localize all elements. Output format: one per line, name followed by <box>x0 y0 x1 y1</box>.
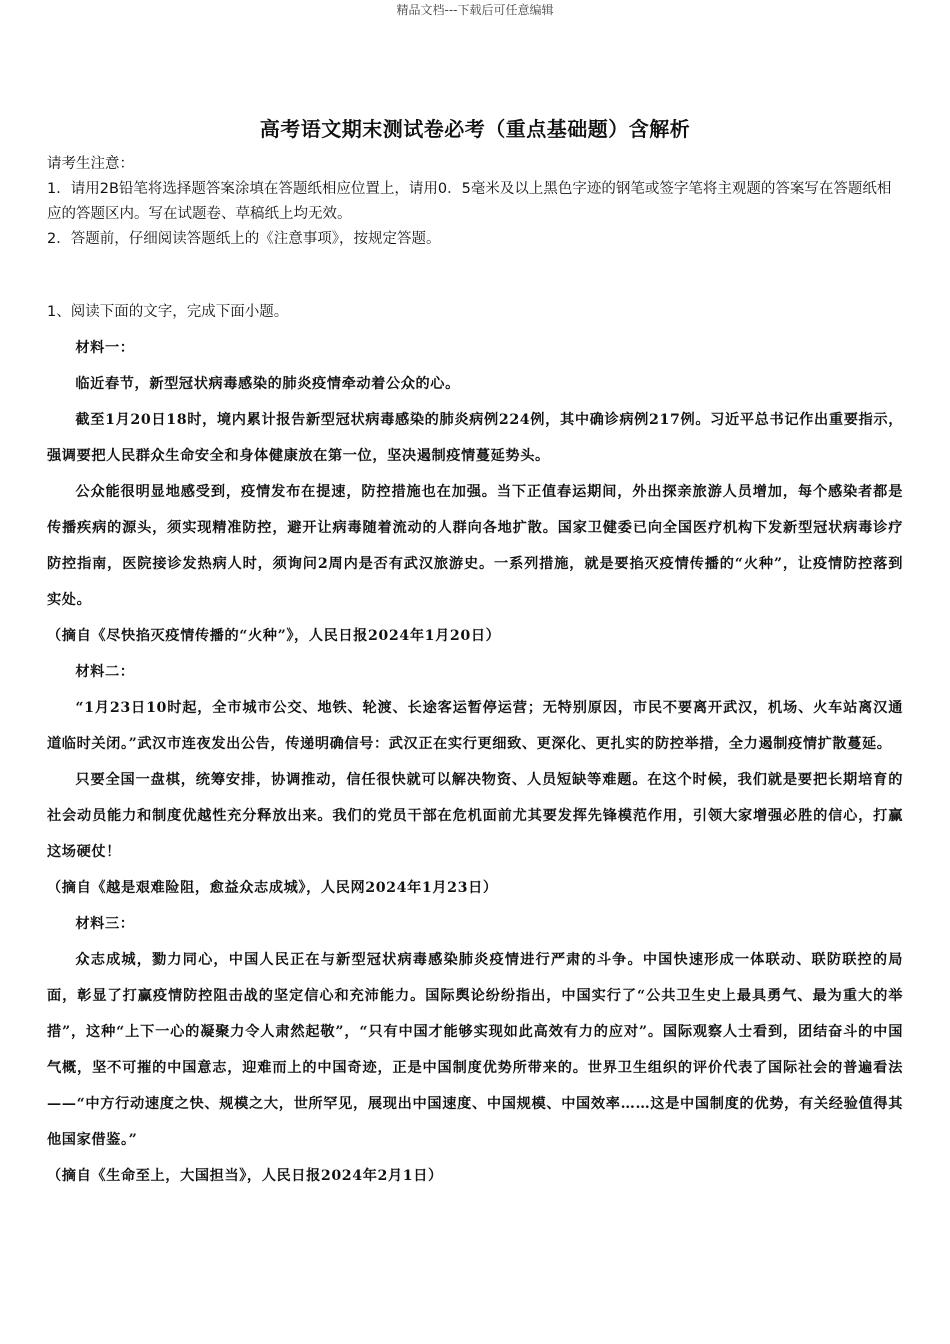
material-3-paragraph-1: 众志成城，勠力同心，中国人民正在与新型冠状病毒感染肺炎疫情进行严肃的斗争。中国快速形成一体联动、联防联控的局面，彰显了打赢疫情防控阻击战的坚定信心和充沛能力。国际舆论纷纷指出，中国实行了“公共卫生史上最具勇气、最为重大的举措”，这种“上下一心的凝聚力令人肃然起敬”，“只有中国才能够实现如此高效有力的应对”。国际观察人士看到，团结奋斗的中国气概，坚不可摧的中国意志，迎难而上的中国奇迹，正是中国制度优势所带来的。世界卫生组织的评价代表了国际社会的普遍看法——“中方行动速度之快、规模之大，世所罕见，展现出中国速度、中国规模、中国效率……这是中国制度的优势，有关经验值得其他国家借鉴。” <box>47 952 903 1148</box>
material-2-paragraph-1: “1月23日10时起，全市城市公交、地铁、轮渡、长途客运暂停运营；无特别原因，市民不要离开武汉，机场、火车站离汉通道临时关闭。”武汉市连夜发出公告，传递明确信号：武汉正在实行更细致、更深化、更扎实的防控举措，全力遏制疫情扩散蔓延。 <box>47 700 903 752</box>
notice-heading: 请考生注意： <box>47 156 134 172</box>
material-3-label: 材料三： <box>75 916 135 932</box>
material-1-source: （摘自《尽快掐灭疫情传播的“火种”》，人民日报2024年1月20日） <box>47 628 501 644</box>
question-prompt: 1、阅读下面的文字，完成下面小题。 <box>47 304 289 320</box>
material-2-label: 材料二： <box>75 664 135 680</box>
notice-item-2: 2．答题前，仔细阅读答题纸上的《注意事项》，按规定答题。 <box>47 231 441 247</box>
material-3-source: （摘自《生命至上，大国担当》，人民日报2024年2月1日） <box>47 1168 443 1184</box>
material-2-source: （摘自《越是艰难险阻，愈益众志成城》，人民网2024年1月23日） <box>47 880 498 896</box>
material-1-paragraph-2: 截至1月20日18时，境内累计报告新型冠状病毒感染的肺炎病例224例，其中确诊病例217例。习近平总书记作出重要指示，强调要把人民群众生命安全和身体健康放在第一位，坚决遏制疫情蔓延势头。 <box>47 412 903 464</box>
material-1-label: 材料一： <box>75 340 135 356</box>
material-1-paragraph-1: 临近春节，新型冠状病毒感染的肺炎疫情牵动着公众的心。 <box>75 376 460 392</box>
notice-item-1: 1．请用2B铅笔将选择题答案涂填在答题纸相应位置上，请用0．5毫米及以上黑色字迹的钢笔或签字笔将主观题的答案写在答题纸相应的答题区内。写在试题卷、草稿纸上均无效。 <box>47 181 892 222</box>
page-header: 精品文档---下载后可任意编辑 <box>396 3 554 17</box>
document-title: 高考语文期末测试卷必考（重点基础题）含解析 <box>259 117 691 141</box>
reading-materials <box>47 330 903 1194</box>
material-1-paragraph-3: 公众能很明显地感受到，疫情发布在提速，防控措施也在加强。当下正值春运期间，外出探亲旅游人员增加，每个感染者都是传播疾病的源头，须实现精准防控，避开让病毒随着流动的人群向各地扩散。国家卫健委已向全国医疗机构下发新型冠状病毒诊疗防控指南，医院接诊发热病人时，须询问2周内是否有武汉旅游史。一系列措施，就是要掐灭疫情传播的“火种”，让疫情防控落到实处。 <box>47 484 903 608</box>
material-2-paragraph-2: 只要全国一盘棋，统筹安排，协调推动，信任很快就可以解决物资、人员短缺等难题。在这个时候，我们就是要把长期培育的社会动员能力和制度优越性充分释放出来。我们的党员干部在危机面前尤其要发挥先锋模范作用，引领大家增强必胜的信心，打赢这场硬仗！ <box>47 772 903 860</box>
notice-section <box>47 152 903 252</box>
